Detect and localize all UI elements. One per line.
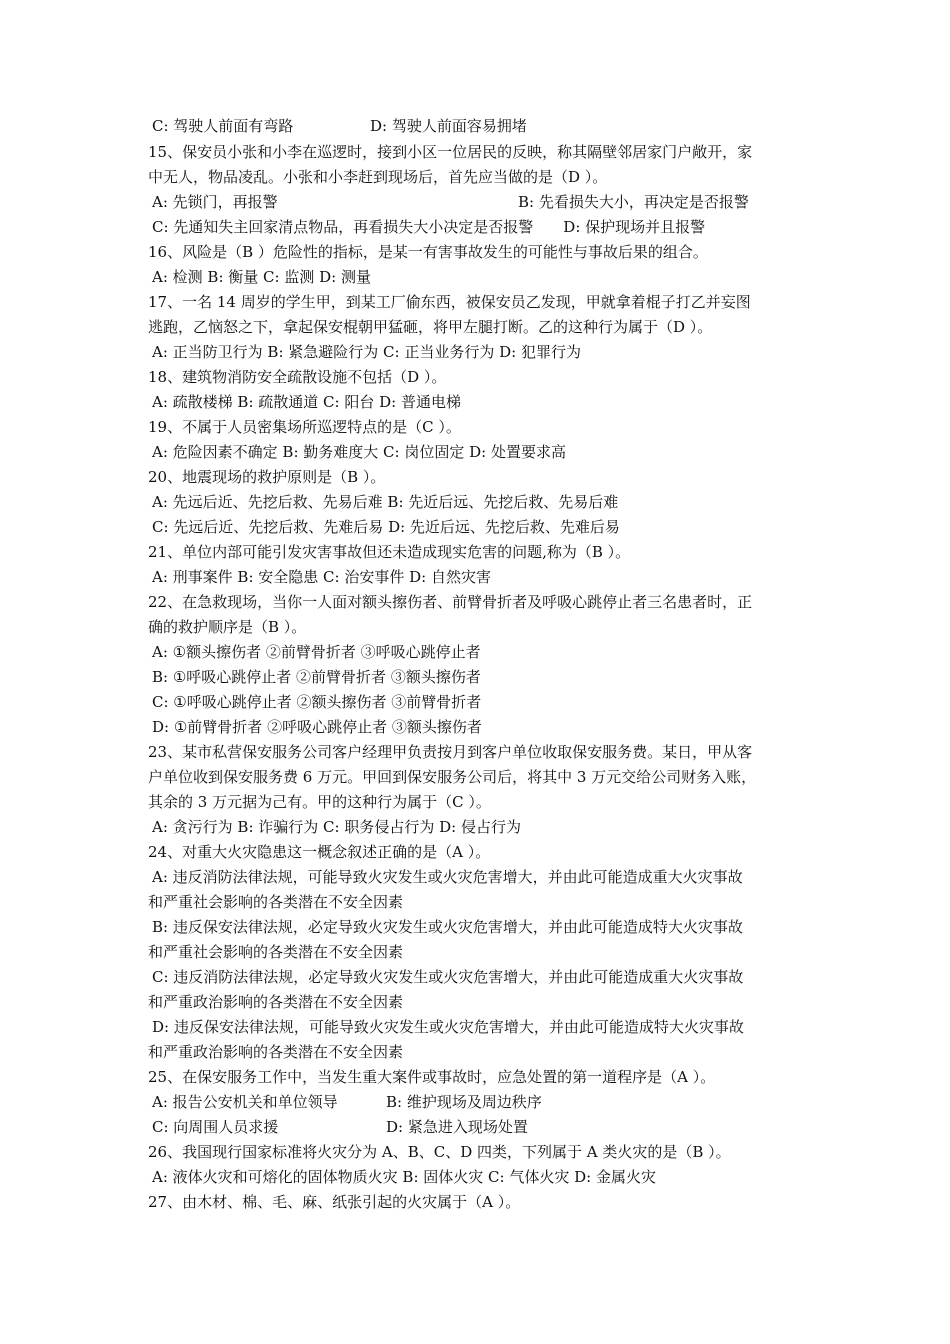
q14-option-d: D: 驾驶人前面容易拥堵 — [370, 117, 527, 135]
q25-option-a: A: 报告公安机关和单位领导 — [152, 1093, 338, 1111]
q14-options-cd — [148, 114, 822, 139]
q24-option-a-line-2: 和严重社会影响的各类潜在不安全因素 — [148, 893, 404, 911]
question-17-line-1: 17、一名 14 周岁的学生甲，到某工厂偷东西，被保安员乙发现，甲就拿着棍子打乙并妄图 — [148, 293, 751, 311]
question-16: 16、风险是（B ）危险性的指标，是某一有害事故发生的可能性与事故后果的组合。 — [148, 243, 708, 261]
q22-option-a: A: ①额头擦伤者 ②前臂骨折者 ③呼吸心跳停止者 — [152, 643, 481, 661]
q24-option-d-line-1: D: 违反保安法律法规，可能导致火灾发生或火灾危害增大，并由此可能造成特大火灾事故 — [152, 1018, 744, 1036]
question-18: 18、建筑物消防安全疏散设施不包括（D ）。 — [148, 368, 447, 386]
question-23-line-3: 其余的 3 万元据为己有。甲的这种行为属于（C ）。 — [148, 793, 491, 811]
question-26: 26、我国现行国家标准将火灾分为 A、B、C、D 四类，下列属于 A 类火灾的是（B ）。 — [148, 1143, 731, 1161]
question-21: 21、单位内部可能引发灾害事故但还未造成现实危害的问题,称为（B ）。 — [148, 543, 631, 561]
q24-option-b-line-2: 和严重社会影响的各类潜在不安全因素 — [148, 943, 404, 961]
q15-options-ab — [148, 190, 822, 215]
q24-option-c-line-1: C: 违反消防法律法规，必定导致火灾发生或火灾危害增大，并由此可能造成重大火灾事故 — [152, 968, 744, 986]
question-23-line-1: 23、某市私营保安服务公司客户经理甲负责按月到客户单位收取保安服务费。某日，甲从客 — [148, 743, 753, 761]
question-22-line-1: 22、在急救现场，当你一人面对额头擦伤者、前臂骨折者及呼吸心跳停止者三名患者时，正 — [148, 593, 753, 611]
question-27: 27、由木材、棉、毛、麻、纸张引起的火灾属于（A ）。 — [148, 1193, 521, 1211]
q23-options: A: 贪污行为 B: 诈骗行为 C: 职务侵占行为 D: 侵占行为 — [152, 818, 521, 836]
question-25: 25、在保安服务工作中，当发生重大案件或事故时，应急处置的第一道程序是（A ）。 — [148, 1068, 716, 1086]
question-23-line-2: 户单位收到保安服务费 6 万元。甲回到保安服务公司后，将其中 3 万元交给公司财务入账， — [148, 768, 757, 786]
q15-options-cd: C: 先通知失主回家清点物品，再看损失大小决定是否报警 D: 保护现场并且报警 — [152, 218, 706, 236]
question-19: 19、不属于人员密集场所巡逻特点的是（C ）。 — [148, 418, 461, 436]
q25-options-cd — [148, 1115, 822, 1140]
q24-option-b-line-1: B: 违反保安法律法规，必定导致火灾发生或火灾危害增大，并由此可能造成特大火灾事故 — [152, 918, 743, 936]
q22-option-c: C: ①呼吸心跳停止者 ②额头擦伤者 ③前臂骨折者 — [152, 693, 482, 711]
question-15-line-1: 15、保安员小张和小李在巡逻时，接到小区一位居民的反映，称其隔壁邻居家门户敞开，家 — [148, 143, 753, 161]
q24-option-c-line-2: 和严重政治影响的各类潜在不安全因素 — [148, 993, 404, 1011]
q20-options-ab: A: 先远后近、先挖后救、先易后难 B: 先近后远、先挖后救、先易后难 — [152, 493, 619, 511]
q19-options: A: 危险因素不确定 B: 勤务难度大 C: 岗位固定 D: 处置要求高 — [152, 443, 566, 461]
question-20: 20、地震现场的救护原则是（B ）。 — [148, 468, 386, 486]
question-17-line-2: 逃跑，乙恼怒之下，拿起保安棍朝甲猛砸，将甲左腿打断。乙的这种行为属于（D ）。 — [148, 318, 713, 336]
q15-option-b: B: 先看损失大小，再决定是否报警 — [518, 193, 749, 211]
q18-options: A: 疏散楼梯 B: 疏散通道 C: 阳台 D: 普通电梯 — [152, 393, 461, 411]
q24-option-d-line-2: 和严重政治影响的各类潜在不安全因素 — [148, 1043, 404, 1061]
question-15-line-2: 中无人，物品凌乱。小张和小李赶到现场后，首先应当做的是（D ）。 — [148, 168, 608, 186]
q25-option-b: B: 维护现场及周边秩序 — [386, 1093, 542, 1111]
question-24: 24、对重大火灾隐患这一概念叙述正确的是（A ）。 — [148, 843, 491, 861]
q14-option-c: C: 驾驶人前面有弯路 — [152, 117, 294, 135]
q20-options-cd: C: 先远后近、先挖后救、先难后易 D: 先近后远、先挖后救、先难后易 — [152, 518, 620, 536]
q22-option-b: B: ①呼吸心跳停止者 ②前臂骨折者 ③额头擦伤者 — [152, 668, 481, 686]
q26-options: A: 液体火灾和可熔化的固体物质火灾 B: 固体火灾 C: 气体火灾 D: 金属火灾 — [152, 1168, 656, 1186]
q25-option-c: C: 向周围人员求援 — [152, 1118, 279, 1136]
q24-option-a-line-1: A: 违反消防法律法规，可能导致火灾发生或火灾危害增大，并由此可能造成重大火灾事故 — [152, 868, 743, 886]
q25-option-d: D: 紧急进入现场处置 — [386, 1118, 528, 1136]
q22-option-d: D: ①前臂骨折者 ②呼吸心跳停止者 ③额头擦伤者 — [152, 718, 482, 736]
q21-options: A: 刑事案件 B: 安全隐患 C: 治安事件 D: 自然灾害 — [152, 568, 491, 586]
q16-options: A: 检测 B: 衡量 C: 监测 D: 测量 — [152, 268, 371, 286]
question-22-line-2: 确的救护顺序是（B ）。 — [148, 618, 307, 636]
q15-option-a: A: 先锁门，再报警 — [152, 193, 278, 211]
q25-options-ab — [148, 1090, 822, 1115]
q17-options: A: 正当防卫行为 B: 紧急避险行为 C: 正当业务行为 D: 犯罪行为 — [152, 343, 581, 361]
